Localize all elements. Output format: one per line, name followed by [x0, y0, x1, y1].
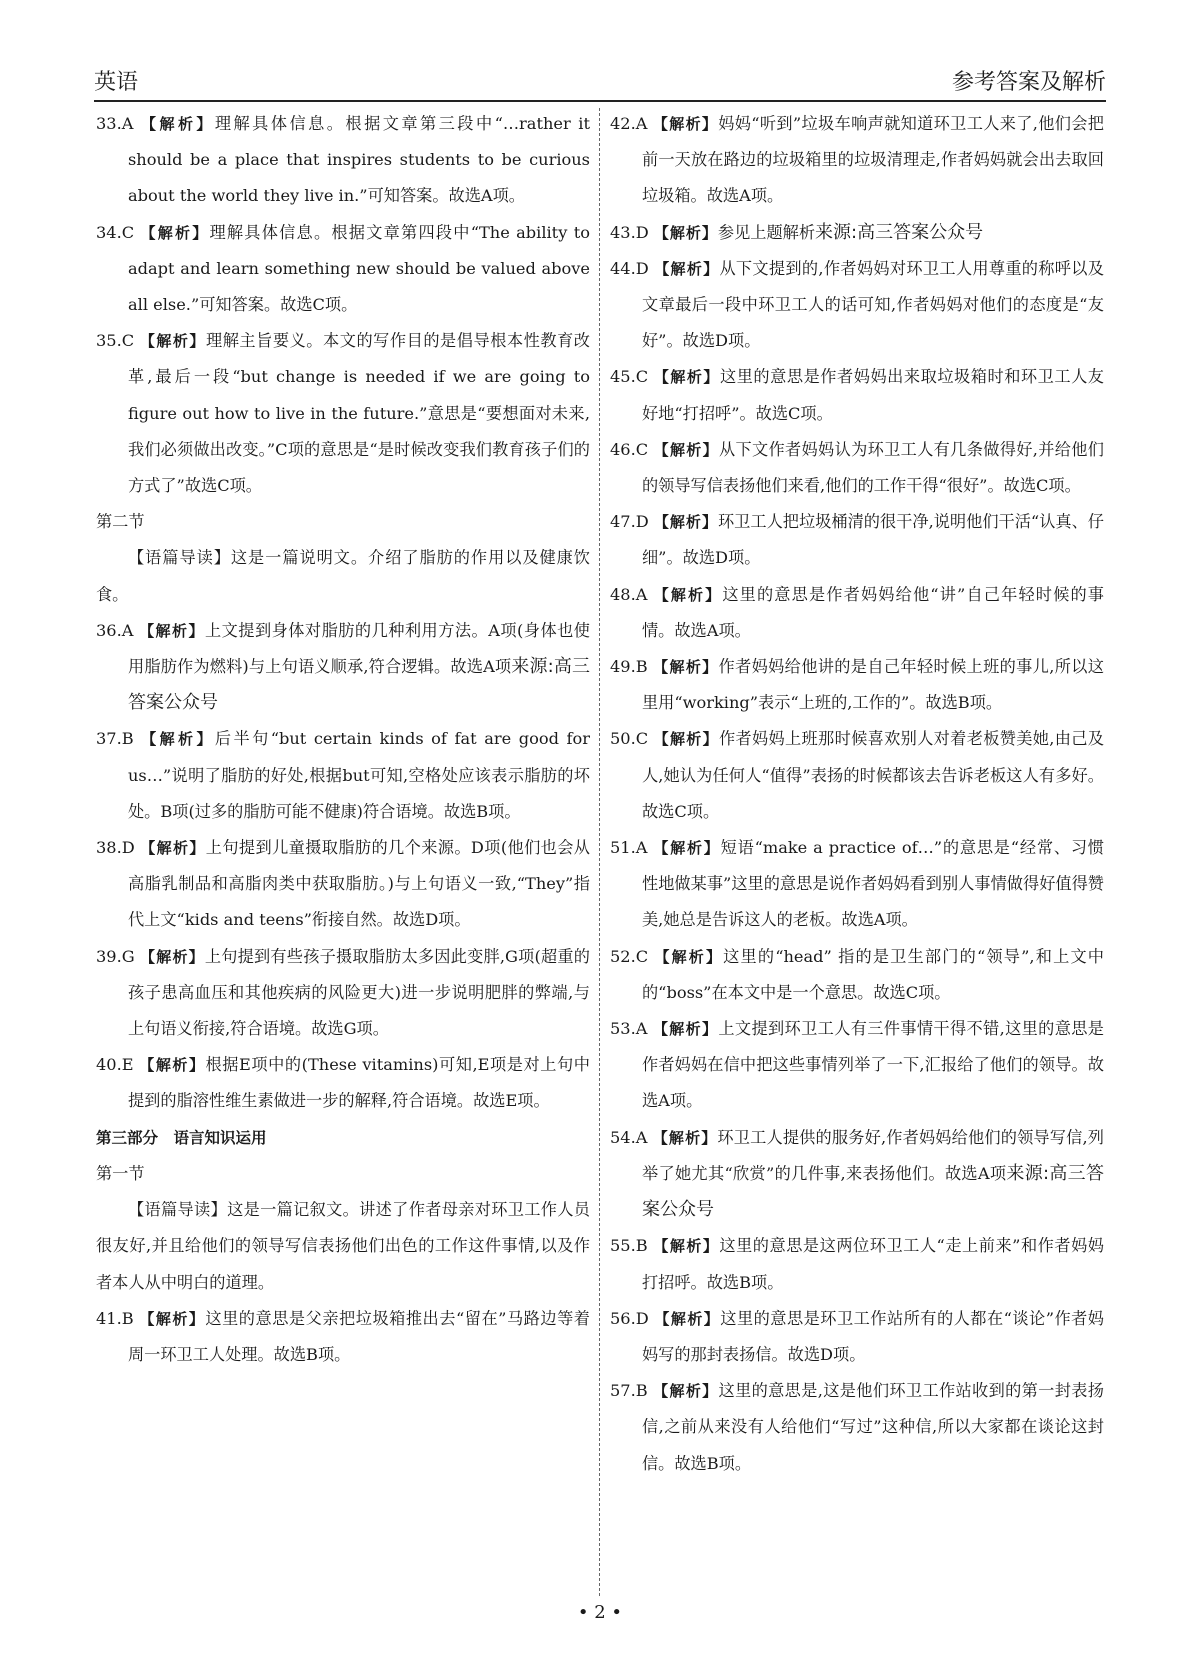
- analysis-tag: 【解析】: [139, 332, 206, 351]
- analysis-tag: 【解析】: [654, 259, 720, 278]
- answer-number: 53.A: [610, 1019, 648, 1039]
- answer-number: 55.B: [610, 1236, 648, 1256]
- analysis-tag: 【解析】: [654, 1309, 721, 1328]
- answer-number: 50.C: [610, 729, 649, 749]
- answer-53: [610, 1011, 1104, 1120]
- answer-text: 这里的意思是父亲把垃圾箱推出去“留在”马路边等着周一环卫工人处理。故选B项。: [128, 1308, 590, 1364]
- answer-text: 从下文提到的,作者妈妈对环卫工人用尊重的称呼以及文章最后一段中环卫工人的话可知,作者妈妈对他们的态度是“友好”。故选D项。: [642, 258, 1104, 351]
- answer-50: [610, 721, 1104, 830]
- answer-text: 参见上题解析: [717, 222, 816, 242]
- answer-number: 42.A: [610, 114, 648, 133]
- source-watermark: 来源:高三答案公众号: [128, 656, 590, 714]
- section-heading: 第一节: [96, 1163, 145, 1183]
- answer-text: 环卫工人把垃圾桶清的很干净,说明他们干活“认真、仔细”。故选D项。: [642, 512, 1104, 568]
- answer-number: 46.C: [610, 439, 649, 459]
- answer-number: 49.B: [610, 657, 648, 677]
- answer-49: [610, 649, 1104, 721]
- answer-text: 理解具体信息。根据文章第三段中“…rather it should be a place that inspires students to be curious about the world they live in.”可知答案。故选A项。: [128, 114, 590, 206]
- left-column: [96, 106, 590, 1373]
- analysis-tag: 【解析】: [653, 585, 723, 604]
- answer-text: 短语“make a practice of…”的意思是“经常、习惯性地做某事”这里的意思是说作者妈妈看到别人事情做得好值得赞美,她总是告诉这人的老板。故选A项。: [642, 838, 1104, 930]
- passage-guide: 【语篇导读】这是一篇记叙文。讲述了作者母亲对环卫工作人员很友好,并且给他们的领导写信表扬他们出色的工作这件事情,以及作者本人从中明白的道理。: [96, 1200, 590, 1292]
- answer-number: 37.B: [96, 729, 134, 749]
- analysis-tag: 【解析】: [140, 223, 210, 242]
- subject-label: 英语: [94, 70, 139, 95]
- analysis-tag: 【解析】: [653, 368, 720, 387]
- answer-52: [610, 939, 1104, 1011]
- answer-48: [610, 577, 1104, 649]
- answer-number: 48.A: [610, 584, 648, 604]
- answer-41: [96, 1301, 590, 1373]
- answer-number: 43.D: [610, 222, 649, 242]
- answer-number: 52.C: [610, 946, 649, 966]
- answer-text: 上文提到身体对脂肪的几种利用方法。A项(身体也使用脂肪作为燃料)与上句语义顺承,符合逻辑。故选A项: [128, 620, 590, 677]
- page-header: [94, 66, 1106, 102]
- answer-number: 54.A: [610, 1127, 648, 1147]
- answer-text: 上句提到有些孩子摄取脂肪太多因此变胖,G项(超重的孩子患高血压和其他疾病的风险更大)进一步说明肥胖的弊端,与上句语义衔接,符合语境。故选G项。: [128, 946, 590, 1039]
- analysis-tag: 【解析】: [141, 115, 215, 133]
- answer-number: 44.D: [610, 258, 649, 278]
- analysis-tag: 【解析】: [653, 223, 718, 242]
- answer-number: 40.E: [96, 1055, 134, 1075]
- answer-text: 作者妈妈给他讲的是自己年轻时候上班的事儿,所以这里用“working”表示“上班的,工作的”。故选B项。: [642, 657, 1104, 713]
- answer-number: 35.C: [96, 331, 135, 351]
- answer-43: [610, 215, 1104, 251]
- answer-47: [610, 504, 1104, 576]
- answer-57: [610, 1373, 1104, 1482]
- analysis-tag: 【解析】: [652, 115, 719, 133]
- analysis-tag: 【解析】: [653, 658, 719, 677]
- answer-39: [96, 939, 590, 1048]
- analysis-tag: 【解析】: [140, 947, 205, 966]
- answer-number: 57.B: [610, 1381, 648, 1401]
- analysis-tag: 【解析】: [139, 621, 205, 640]
- answer-55: [610, 1228, 1104, 1300]
- answer-number: 51.A: [610, 838, 648, 858]
- answer-text: 从下文作者妈妈认为环卫工人有几条做得好,并给他们的领导写信表扬他们来看,他们的工作干得“很好”。故选C项。: [642, 439, 1104, 496]
- answer-35: [96, 323, 590, 504]
- answer-number: 47.D: [610, 512, 649, 532]
- part-heading: 第三部分 语言知识运用: [96, 1128, 267, 1147]
- analysis-tag: 【解析】: [139, 1309, 206, 1328]
- answer-text: 这里的意思是这两位环卫工人“走上前来”和作者妈妈打招呼。故选B项。: [642, 1236, 1104, 1292]
- section-title: 参考答案及解析: [951, 70, 1106, 95]
- analysis-tag: 【解析】: [139, 1056, 206, 1075]
- answer-text: 上文提到环卫工人有三件事情干得不错,这里的意思是作者妈妈在信中把这些事情列举了一下,汇报给了他们的领导。故选A项。: [642, 1019, 1104, 1111]
- passage-guide: 【语篇导读】这是一篇说明文。介绍了脂肪的作用以及健康饮食。: [96, 548, 590, 604]
- answer-text: 作者妈妈上班那时候喜欢别人对着老板赞美她,由己及人,她认为任何人“值得”表扬的时候都该去告诉老板这人有多好。故选C项。: [642, 729, 1104, 821]
- analysis-tag: 【解析】: [652, 1020, 719, 1039]
- answer-51: [610, 830, 1104, 939]
- analysis-tag: 【解析】: [140, 839, 206, 858]
- answer-33: [96, 106, 590, 215]
- answer-text: 这里的意思是环卫工作站所有的人都在“谈论”作者妈妈写的那封表扬信。故选D项。: [642, 1308, 1104, 1364]
- analysis-tag: 【解析】: [652, 1128, 718, 1147]
- analysis-tag: 【解析】: [653, 730, 719, 749]
- answer-number: 34.C: [96, 222, 135, 242]
- answer-text: 根据E项中的(These vitamins)可知,E项是对上句中提到的脂溶性维生素做进一步的解释,符合语境。故选E项。: [128, 1055, 590, 1111]
- answer-34: [96, 215, 590, 324]
- answer-54: [610, 1120, 1104, 1229]
- answer-text: 妈妈“听到”垃圾车响声就知道环卫工人来了,他们会把前一天放在路边的垃圾箱里的垃圾清理走,作者妈妈就会出去取回垃圾箱。故选A项。: [642, 114, 1104, 206]
- answer-56: [610, 1301, 1104, 1373]
- analysis-tag: 【解析】: [653, 839, 721, 858]
- answer-42: [610, 106, 1104, 215]
- answer-number: 39.G: [96, 946, 135, 966]
- answer-number: 36.A: [96, 620, 134, 640]
- answer-text: 这里的“head” 指的是卫生部门的“领导”,和上文中的“boss”在本文中是一个意思。故选C项。: [642, 946, 1104, 1002]
- answer-text: 这里的意思是作者妈妈出来取垃圾箱时和环卫工人友好地“打招呼”。故选C项。: [642, 367, 1104, 423]
- answer-40: [96, 1047, 590, 1119]
- answer-text: 理解具体信息。根据文章第四段中“The ability to adapt and learn something new should be valued above all else.”可知答案。故选C项。: [128, 222, 590, 315]
- answer-text: 理解主旨要义。本文的写作目的是倡导根本性教育改革,最后一段“but change is needed if we are going to figure out how to live in the future.”意思是“要想面对未来,我们必须做出改变。”C项的意思是“是时候改变我们教育孩子们的方式了”故选C项。: [128, 331, 590, 496]
- answer-number: 45.C: [610, 367, 649, 387]
- analysis-tag: 【解析】: [653, 440, 719, 459]
- answer-number: 56.D: [610, 1308, 649, 1328]
- section-heading: 第二节: [96, 512, 145, 532]
- answer-number: 41.B: [96, 1308, 134, 1328]
- answer-46: [610, 432, 1104, 504]
- analysis-tag: 【解析】: [653, 513, 718, 532]
- answer-37: [96, 721, 590, 830]
- column-divider: [599, 108, 600, 1596]
- answer-36: [96, 613, 590, 722]
- answer-45: [610, 359, 1104, 431]
- answer-44: [610, 251, 1104, 360]
- answer-text: 环卫工人提供的服务好,作者妈妈给他们的领导写信,列举了她尤其“欣赏”的几件事,来表扬他们。故选A项: [642, 1127, 1104, 1183]
- answer-number: 38.D: [96, 838, 135, 858]
- source-watermark: 来源:高三答案公众号: [815, 221, 984, 243]
- answer-text: 这里的意思是,这是他们环卫工作站收到的第一封表扬信,之前从来没有人给他们“写过”这种信,所以大家都在谈论这封信。故选B项。: [642, 1381, 1104, 1473]
- answer-38: [96, 830, 590, 939]
- source-watermark: 来源:高三答案公众号: [642, 1162, 1104, 1221]
- answer-text: 上句提到儿童摄取脂肪的几个来源。D项(他们也会从高脂乳制品和高脂肉类中获取脂肪。)与上句语义一致,“They”指代上文“kids and teens”衔接自然。故选D项。: [128, 838, 590, 930]
- analysis-tag: 【解析】: [654, 947, 724, 966]
- answer-number: 33.A: [96, 114, 134, 133]
- right-column: [610, 106, 1104, 1482]
- answer-text: 这里的意思是作者妈妈给他“讲”自己年轻时候的事情。故选A项。: [642, 584, 1104, 640]
- analysis-tag: 【解析】: [653, 1382, 719, 1401]
- answer-text: 后半句“but certain kinds of fat are good for us…”说明了脂肪的好处,根据but可知,空格处应该表示脂肪的坏处。B项(过多的脂肪可能不健康)符合语境。故选B项。: [128, 729, 590, 821]
- page-number: • 2 •: [577, 1602, 623, 1623]
- analysis-tag: 【解析】: [653, 1237, 720, 1256]
- analysis-tag: 【解析】: [141, 730, 215, 749]
